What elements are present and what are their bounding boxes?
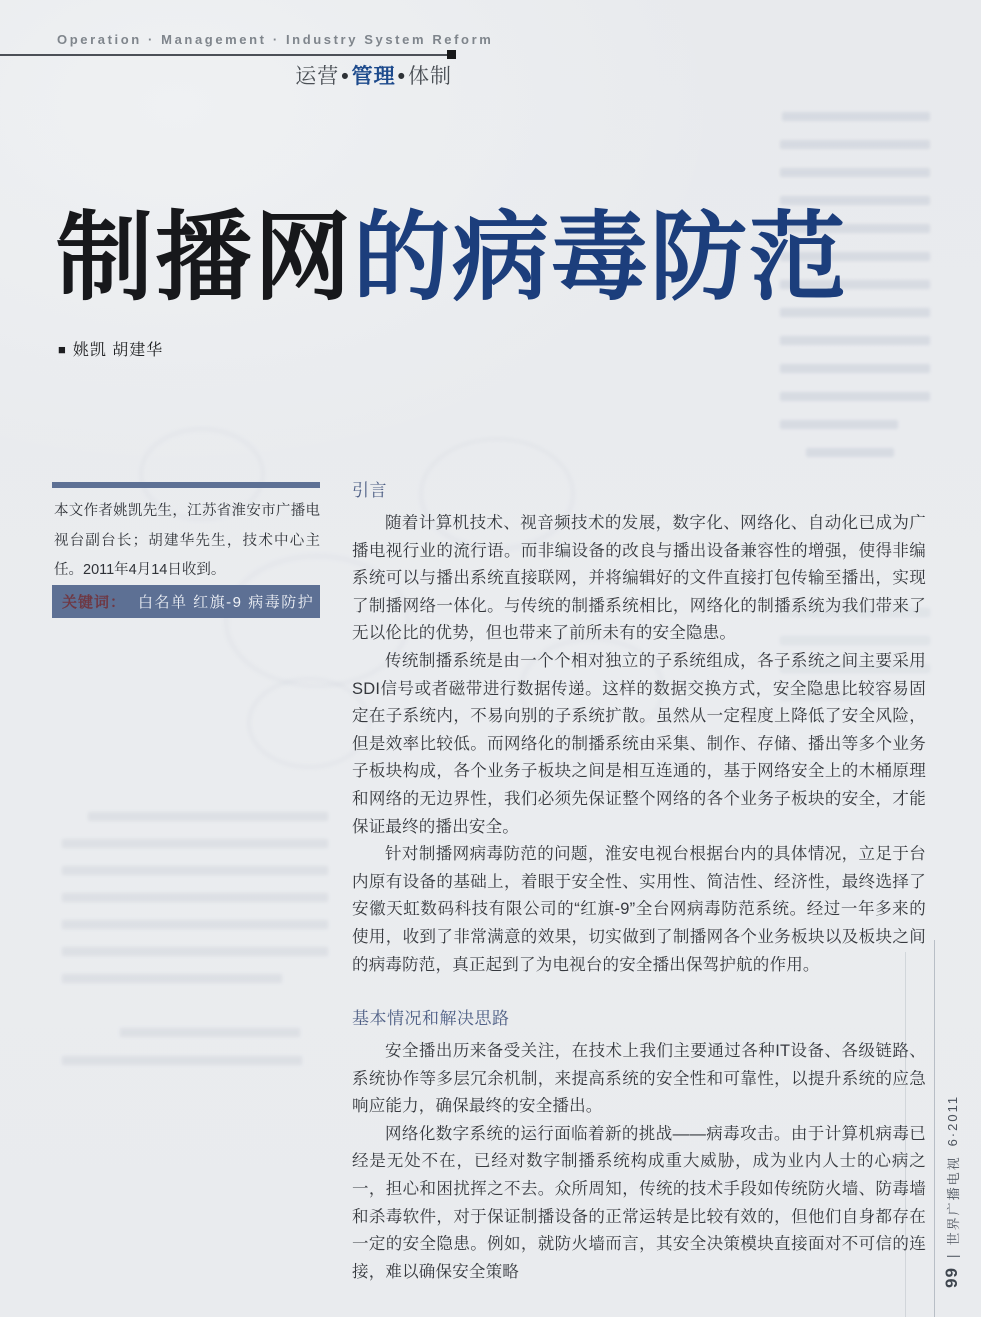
article-body — [352, 476, 926, 1286]
bleed-through-artifact — [120, 1028, 300, 1037]
strapline-separator: • — [341, 65, 350, 88]
page-footer-vertical — [940, 1028, 964, 1288]
margin-rule — [934, 940, 935, 1317]
bleed-through-artifact — [780, 420, 898, 429]
strapline-zh-right: 体制 — [408, 65, 452, 88]
author-note: 本文作者姚凯先生，江苏省淮安市广播电视台副台长；胡建华先生，技术中心主任。2011年4月14日收到。 — [54, 503, 320, 578]
bleed-through-artifact — [780, 140, 930, 149]
footer-divider: | — [944, 1254, 960, 1259]
header-rule — [0, 54, 452, 56]
bleed-through-artifact — [806, 448, 894, 457]
margin-rule — [905, 952, 906, 1317]
strapline-zh-mid: 管理 — [351, 65, 396, 88]
bleed-through-artifact — [62, 920, 328, 929]
article-paragraph: 网络化数字系统的运行面临着新的挑战——病毒攻击。由于计算机病毒已经是无处不在，已经对数字制播系统构成重大威胁，成为业内人士的心病之一，担心和困扰挥之不去。众所周知，传统的技术手段如传统防火墙、防毒墙和杀毒软件，对于保证制播设备的正常运转是比较有效的，但他们自身都存在一定的安全隐患。例如，就防火墙而言，其安全决策模块直接面对不可信的连接，难以确保安全策略 — [352, 1124, 926, 1281]
article-paragraph: 传统制播系统是由一个个相对独立的子系统组成，各子系统之间主要采用SDI信号或者磁带进行数据传递。这样的数据交换方式，安全隐患比较容易固定在子系统内，不易向别的子系统扩散。虽然从一定程度上降低了安全风险，但是效率比较低。而网络化的制播系统由采集、制作、存储、播出等多个业务子板块构成，各个业务子板块之间是相互连通的，基于网络安全上的木桶原理和网络的无边界性，我们必须先保证整个网络的各个业务子板块的安全，才能保证最终的播出安全。 — [352, 651, 926, 836]
byline — [58, 337, 163, 360]
page-number: 99 — [942, 1267, 961, 1288]
bleed-through-artifact — [62, 839, 328, 848]
issue-number: 6·2011 — [944, 1094, 960, 1147]
strapline-zh-left: 运营 — [295, 65, 340, 88]
byline-square-marker: ■ — [58, 342, 67, 357]
strapline-separator: • — [397, 65, 406, 88]
keywords-label: 关键词： — [62, 594, 127, 611]
author-note-top-bar — [52, 482, 320, 488]
bleed-through-artifact — [62, 866, 328, 875]
title-part-black: 制播网 — [56, 203, 353, 312]
article-paragraph: 安全播出历来备受关注，在技术上我们主要通过各种IT设备、各级链路、系统协作等多层冗余机制，来提高系统的安全性和可靠性，以提升系统的应急响应能力，确保最终的安全播出。 — [352, 1042, 926, 1116]
bleed-through-artifact — [780, 392, 930, 401]
section-heading-intro: 引言 — [352, 481, 387, 500]
bleed-through-artifact — [62, 947, 328, 956]
strapline-chinese — [0, 60, 452, 90]
bleed-through-artifact — [780, 336, 930, 345]
article-title — [56, 204, 936, 313]
bleed-through-artifact — [88, 812, 328, 821]
bleed-through-artifact — [62, 974, 282, 983]
section-heading-basic-situation: 基本情况和解决思路 — [352, 1009, 510, 1029]
bleed-through-artifact — [780, 364, 930, 373]
bleed-through-artifact — [62, 1056, 302, 1065]
article-paragraph: 随着计算机技术、视音频技术的发展，数字化、网络化、自动化已成为广播电视行业的流行语。而非编设备的改良与播出设备兼容性的增强，使得非编系统可以与播出系统直接联网，并将编辑好的文件直接打包传输至播出，实现了制播网络一体化。与传统的制播系统相比，网络化的制播系统为我们带来了无以伦比的优势，但也带来了前所未有的安全隐患。 — [352, 514, 926, 643]
bleed-through-artifact — [782, 112, 930, 121]
strapline-english: Operation · Management · Industry System Reform — [57, 32, 494, 47]
bleed-through-artifact — [62, 893, 328, 902]
header-rule-square — [447, 50, 456, 59]
article-paragraph: 针对制播网病毒防范的问题，淮安电视台根据台内的具体情况，立足于台内原有设备的基础上，着眼于安全性、实用性、简洁性、经济性，最终选择了安徽天虹数码科技有限公司的“红旗-9”全台网病毒防范系统。经过一年多来的使用，收到了非常满意的效果，切实做到了制播网各个业务板块以及板块之间的病毒防范，真正起到了为电视台的安全播出保驾护航的作用。 — [352, 845, 926, 974]
keywords-items: 白名单 红旗-9 病毒防护 — [138, 594, 315, 611]
bleed-through-artifact — [780, 168, 930, 177]
keywords-bar — [52, 585, 320, 618]
title-part-blue: 的病毒防范 — [353, 203, 848, 312]
byline-authors: 姚凯 胡建华 — [72, 342, 164, 359]
magazine-name: 世界广播电视 — [945, 1155, 961, 1246]
